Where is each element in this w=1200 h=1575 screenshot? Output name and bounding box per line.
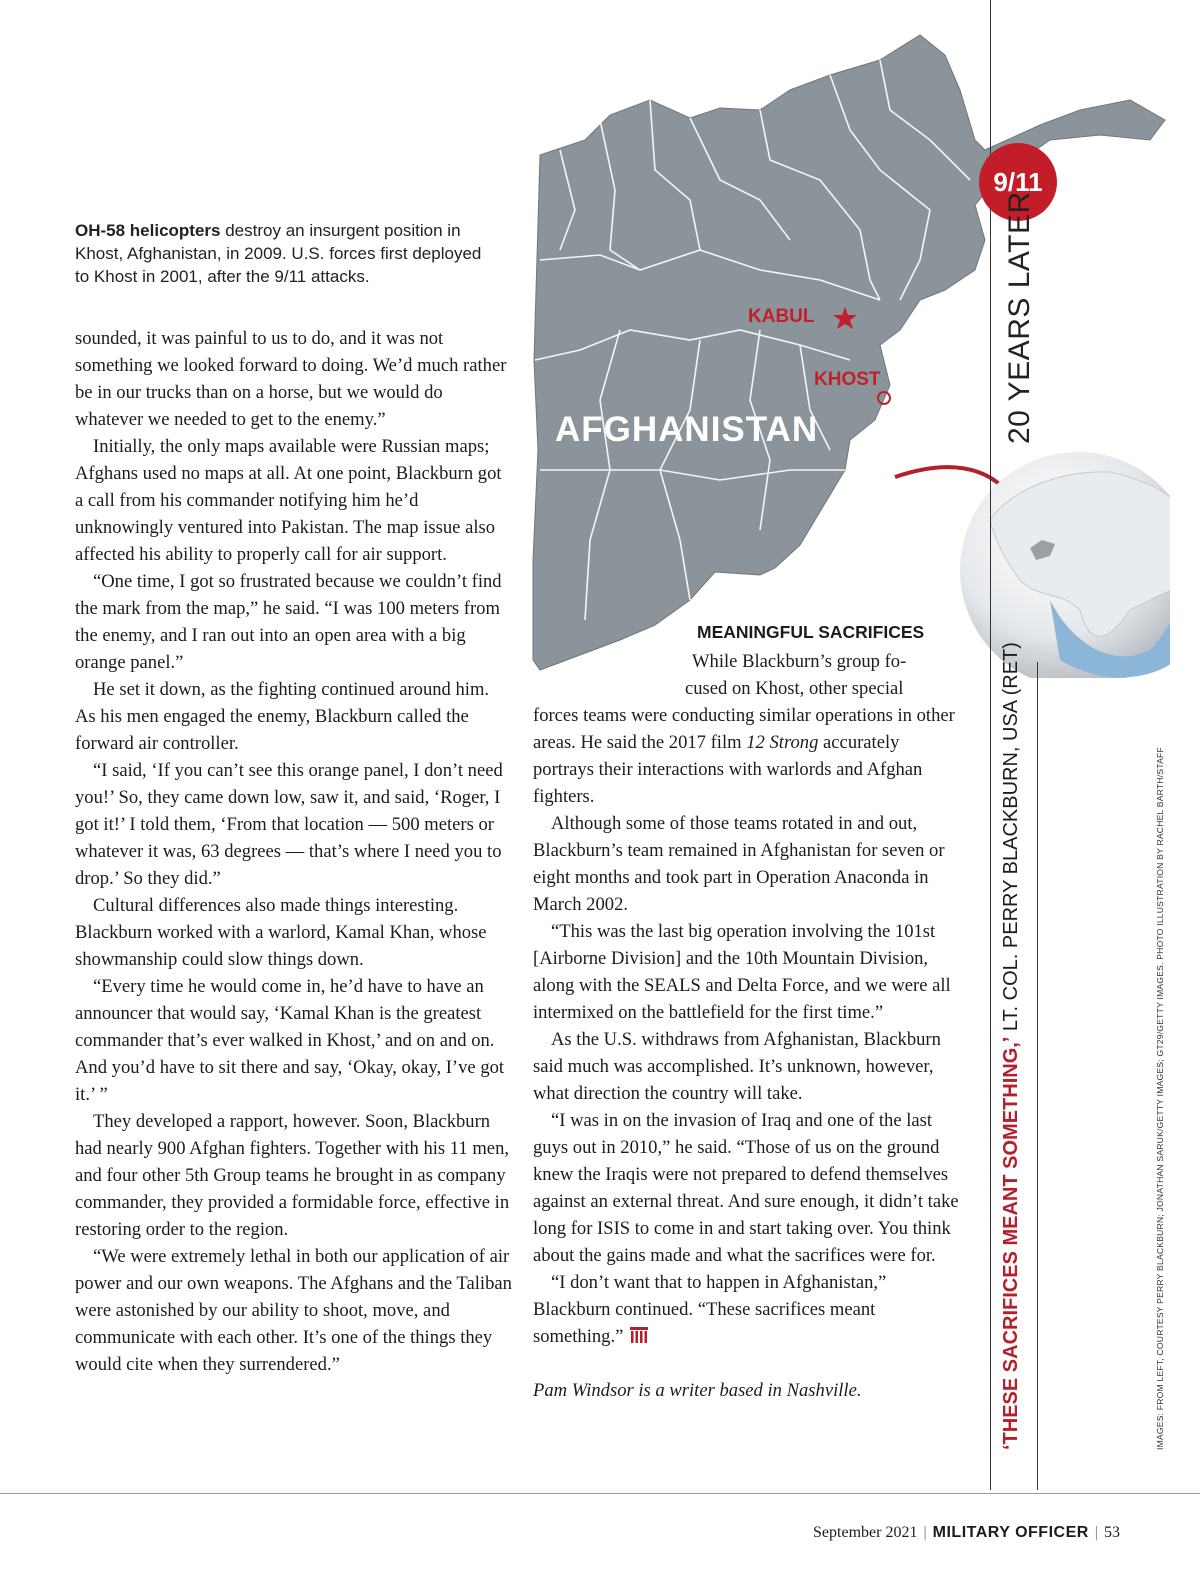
- section-subhead: MEANINGFUL SACRIFICES: [697, 622, 925, 642]
- caption-line-3: to Khost in 2001, after the 9/11 attacks.: [75, 267, 370, 286]
- series-title: 20 YEARS LATER: [1003, 191, 1036, 444]
- page-footer: [813, 1524, 1120, 1542]
- body-paragraph: Although some of those teams rotated in and out, Blackburn’s team remained in Afghanistan for seven or eight months and took part in Operation Anaconda in March 2002.: [533, 813, 945, 915]
- author-bio: [533, 1377, 963, 1404]
- paragraph-text: accurately portrays their interactions with warlords and Afghan fighters.: [533, 732, 923, 807]
- paragraph-text: forces teams were conducting similar operations in other areas. He said the 2017 film: [533, 705, 955, 753]
- pull-quote-text: ‘THESE SACRIFICES MEANT SOMETHING,’: [1000, 1036, 1022, 1450]
- body-paragraph: “Every time he would come in, he’d have to have an announcer that would say, ‘Kamal Khan is the greatest commander that’s ever walked in Khost,’ and on and on. And you’d have to sit there and say, ‘Okay, okay, I’ve got it.’ ”: [75, 976, 505, 1105]
- body-paragraph: Cultural differences also made things interesting. Blackburn worked with a warlord, Kamal Khan, whose showmanship could slow things down.: [75, 895, 487, 970]
- afghanistan-map: [530, 28, 1170, 678]
- body-paragraph: As the U.S. withdraws from Afghanistan, Blackburn said much was accomplished. It’s unknown, however, what direction the country will take.: [533, 1029, 941, 1104]
- issue-date: September 2021: [813, 1524, 918, 1541]
- body-paragraph: “I said, ‘If you can’t see this orange panel, I don’t need you!’ So, they came down low, saw it, and said, ‘Roger, I got it!’ I told them, ‘From that location — 500 meters or whatever it was, 63 degrees — that’s where I need you to drop.’ So they did.”: [75, 760, 503, 889]
- body-paragraph: “This was the last big operation involving the 101st [Airborne Division] and the 10th Mountain Division, along with the SEALS and Delta Force, and we were all intermixed on the battlefield for the first time.”: [533, 921, 951, 1023]
- body-paragraph: They developed a rapport, however. Soon, Blackburn had nearly 900 Afghan fighters. Together with his 11 men, and four other 5th Group teams he brought in as company commander, they provided a formidable force, effective in restoring order to the region.: [75, 1111, 510, 1240]
- caption-line-1: destroy an insurgent position in: [220, 221, 461, 240]
- magazine-name: MILITARY OFFICER: [932, 1524, 1089, 1541]
- body-column-left: [75, 325, 512, 1378]
- end-mark-icon: [629, 1325, 649, 1345]
- map-label-khost: KHOST: [814, 369, 881, 390]
- author-bio-text: Pam Windsor is a writer based in Nashville.: [533, 1380, 862, 1401]
- film-title: 12 Strong: [746, 732, 819, 753]
- footer-separator: |: [923, 1524, 927, 1541]
- map-label-country: AFGHANISTAN: [555, 410, 819, 449]
- lead-line-2: cused on Khost, other special: [685, 678, 904, 699]
- map-label-kabul: KABUL: [748, 306, 815, 327]
- body-paragraph: “We were extremely lethal in both our application of air power and our own weapons. The Afghans and the Taliban were astonished by our ability to shoot, move, and communicate with each other. It’s one of the things they would cite when they surrendered.”: [75, 1246, 512, 1375]
- photo-caption: [75, 219, 520, 288]
- body-paragraph: “I was in on the invasion of Iraq and one of the last guys out in 2010,” he said. “Those of us on the ground knew the Iraqis were not prepared to defend themselves against an external threat. And sure enough, it didn’t take long for ISIS to come in and start taking over. You think about the gains made and what the sacrifices were for.: [533, 1110, 959, 1266]
- caption-lead: OH-58 helicopters: [75, 221, 221, 240]
- column-rule-outer: [990, 0, 991, 1490]
- page-number: 53: [1104, 1524, 1120, 1541]
- lead-line-1: While Blackburn’s group fo-: [692, 651, 907, 672]
- footer-rule: [0, 1493, 1200, 1494]
- body-paragraph: [533, 1269, 963, 1350]
- body-paragraph: He set it down, as the fighting continued around him. As his men engaged the enemy, Blackburn called the forward air controller.: [75, 679, 490, 754]
- pull-quote-attribution: LT. COL. PERRY BLACKBURN, USA (RET): [1000, 642, 1022, 1037]
- paragraph-text: “I don’t want that to happen in Afghanistan,” Blackburn continued. “These sacrifices meant something.”: [533, 1272, 887, 1347]
- photo-credit: IMAGES: FROM LEFT, COURTESY PERRY BLACKBURN; JONATHAN SARUK/GETTY IMAGES; GT29/GETTY IMAGES. PHOTO ILLUSTRATION BY RACHEL BARTH/STAFF: [1155, 747, 1165, 1450]
- series-badge: 9/11: [979, 143, 1057, 221]
- body-paragraph: Initially, the only maps available were Russian maps; Afghans used no maps at all. At one point, Blackburn got a call from his commander notifying him he’d unknowingly ventured into Pakistan. The map issue also affected his ability to properly call for air support.: [75, 436, 502, 565]
- body-paragraph: sounded, it was painful to us to do, and it was not something we looked forward to doing. We’d much rather be in our trucks than on a horse, but we would do whatever we needed to get to the enemy.”: [75, 328, 507, 430]
- body-column-right: [533, 702, 963, 1404]
- column-rule-inner: [1037, 662, 1038, 1490]
- body-paragraph: [533, 702, 963, 810]
- pull-quote: [1000, 642, 1023, 1450]
- footer-separator: |: [1094, 1524, 1098, 1541]
- body-paragraph: “One time, I got so frustrated because we couldn’t find the mark from the map,” he said. “I was 100 meters from the enemy, and I ran out into an open area with a big orange panel.”: [75, 571, 502, 673]
- caption-line-2: Khost, Afghanistan, in 2009. U.S. forces first deployed: [75, 244, 482, 263]
